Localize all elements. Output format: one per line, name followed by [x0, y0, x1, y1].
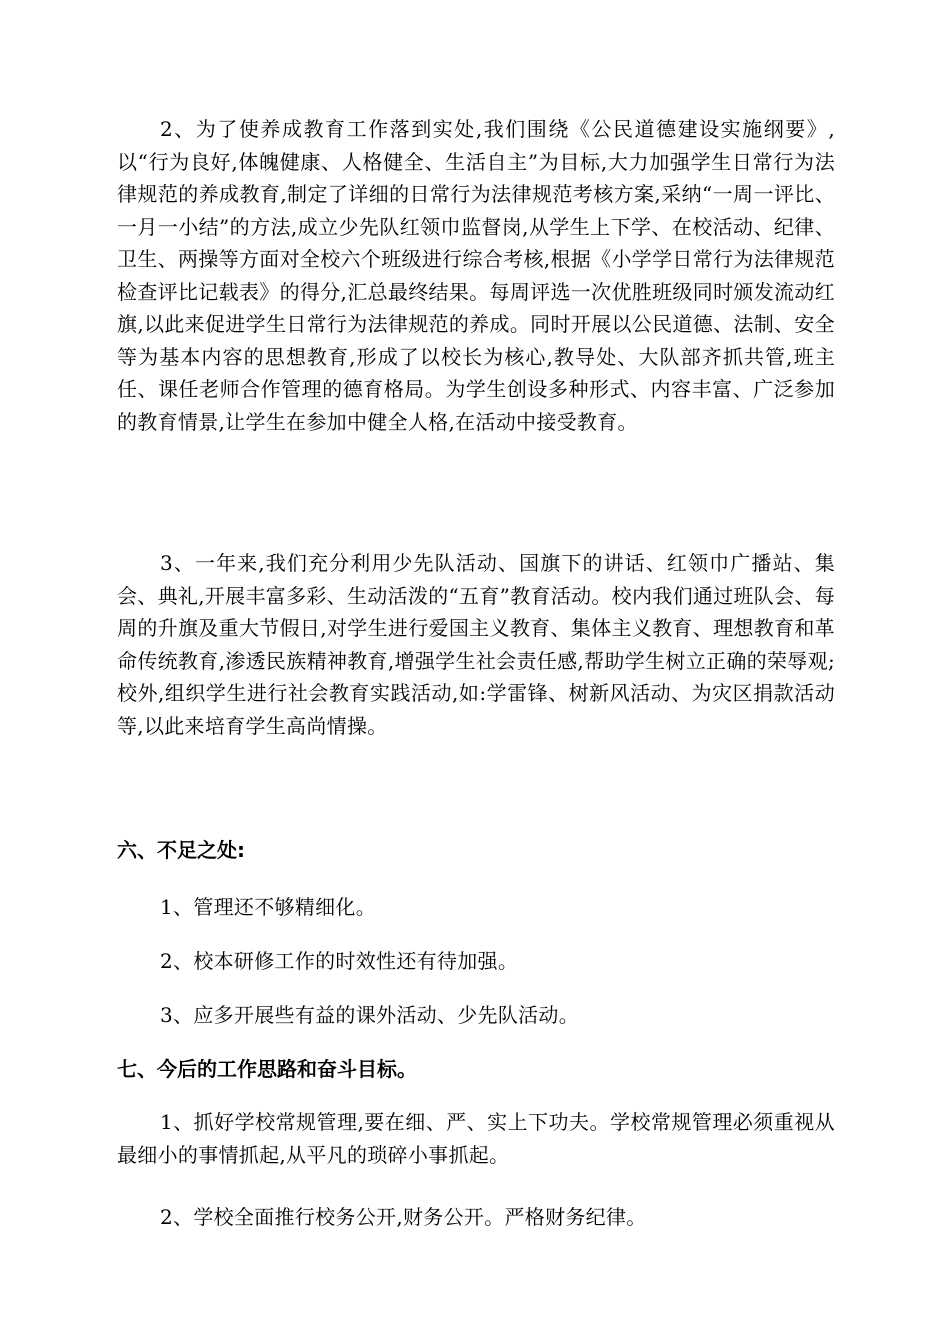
- paragraph-five-education-activities: 3、一年来,我们充分利用少先队活动、国旗下的讲话、红领巾广播站、集会、典礼,开展丰富多彩、生动活泼的“五育”教育活动。校内我们通过班队会、每周的升旗及重大节假日,对学生进行爱国主义教育、集体主义教育、理想教育和革命传统教育,渗透民族精神教育,增强学生社会责任感,帮助学生树立正确的荣辱观;校外,组织学生进行社会教育实践活动,如:学雷锋、树新风活动、为灾区捐款活动等,以此来培育学生高尚情操。: [117, 551, 835, 738]
- shortcoming-item: 2、校本研修工作的时效性还有待加强。: [160, 949, 519, 973]
- section-heading-future-goals: 七、今后的工作思路和奋斗目标。: [117, 1057, 417, 1081]
- paragraph-moral-habits: 2、为了使养成教育工作落到实处,我们围绕《公民道德建设实施纲要》,以“行为良好,体魄健康、人格健全、生活自主”为目标,大力加强学生日常行为法律规范的养成教育,制定了详细的日常行为法律规范考核方案,采纳“一周一评比、一月一小结”的方法,成立少先队红领巾监督岗,从学生上下学、在校活动、纪律、卫生、两操等方面对全校六个班级进行综合考核,根据《小学学日常行为法律规范检查评比记载表》的得分,汇总最终结果。每周评选一次优胜班级同时颁发流动红旗,以此来促进学生日常行为法律规范的养成。同时开展以公民道德、法制、安全等为基本内容的思想教育,形成了以校长为核心,教导处、大队部齐抓共管,班主任、课任老师合作管理的德育格局。为学生创设多种形式、内容丰富、广泛参加的教育情景,让学生在参加中健全人格,在活动中接受教育。: [117, 117, 835, 434]
- plan-item: 2、学校全面推行校务公开,财务公开。严格财务纪律。: [160, 1205, 647, 1229]
- plan-item: 1、抓好学校常规管理,要在细、严、实上下功夫。学校常规管理必须重视从最细小的事情抓起,从平凡的琐碎小事抓起。: [117, 1110, 835, 1167]
- section-heading-shortcomings: 六、不足之处:: [117, 838, 245, 862]
- shortcoming-item: 3、应多开展些有益的课外活动、少先队活动。: [160, 1003, 580, 1027]
- shortcoming-item: 1、管理还不够精细化。: [160, 895, 377, 919]
